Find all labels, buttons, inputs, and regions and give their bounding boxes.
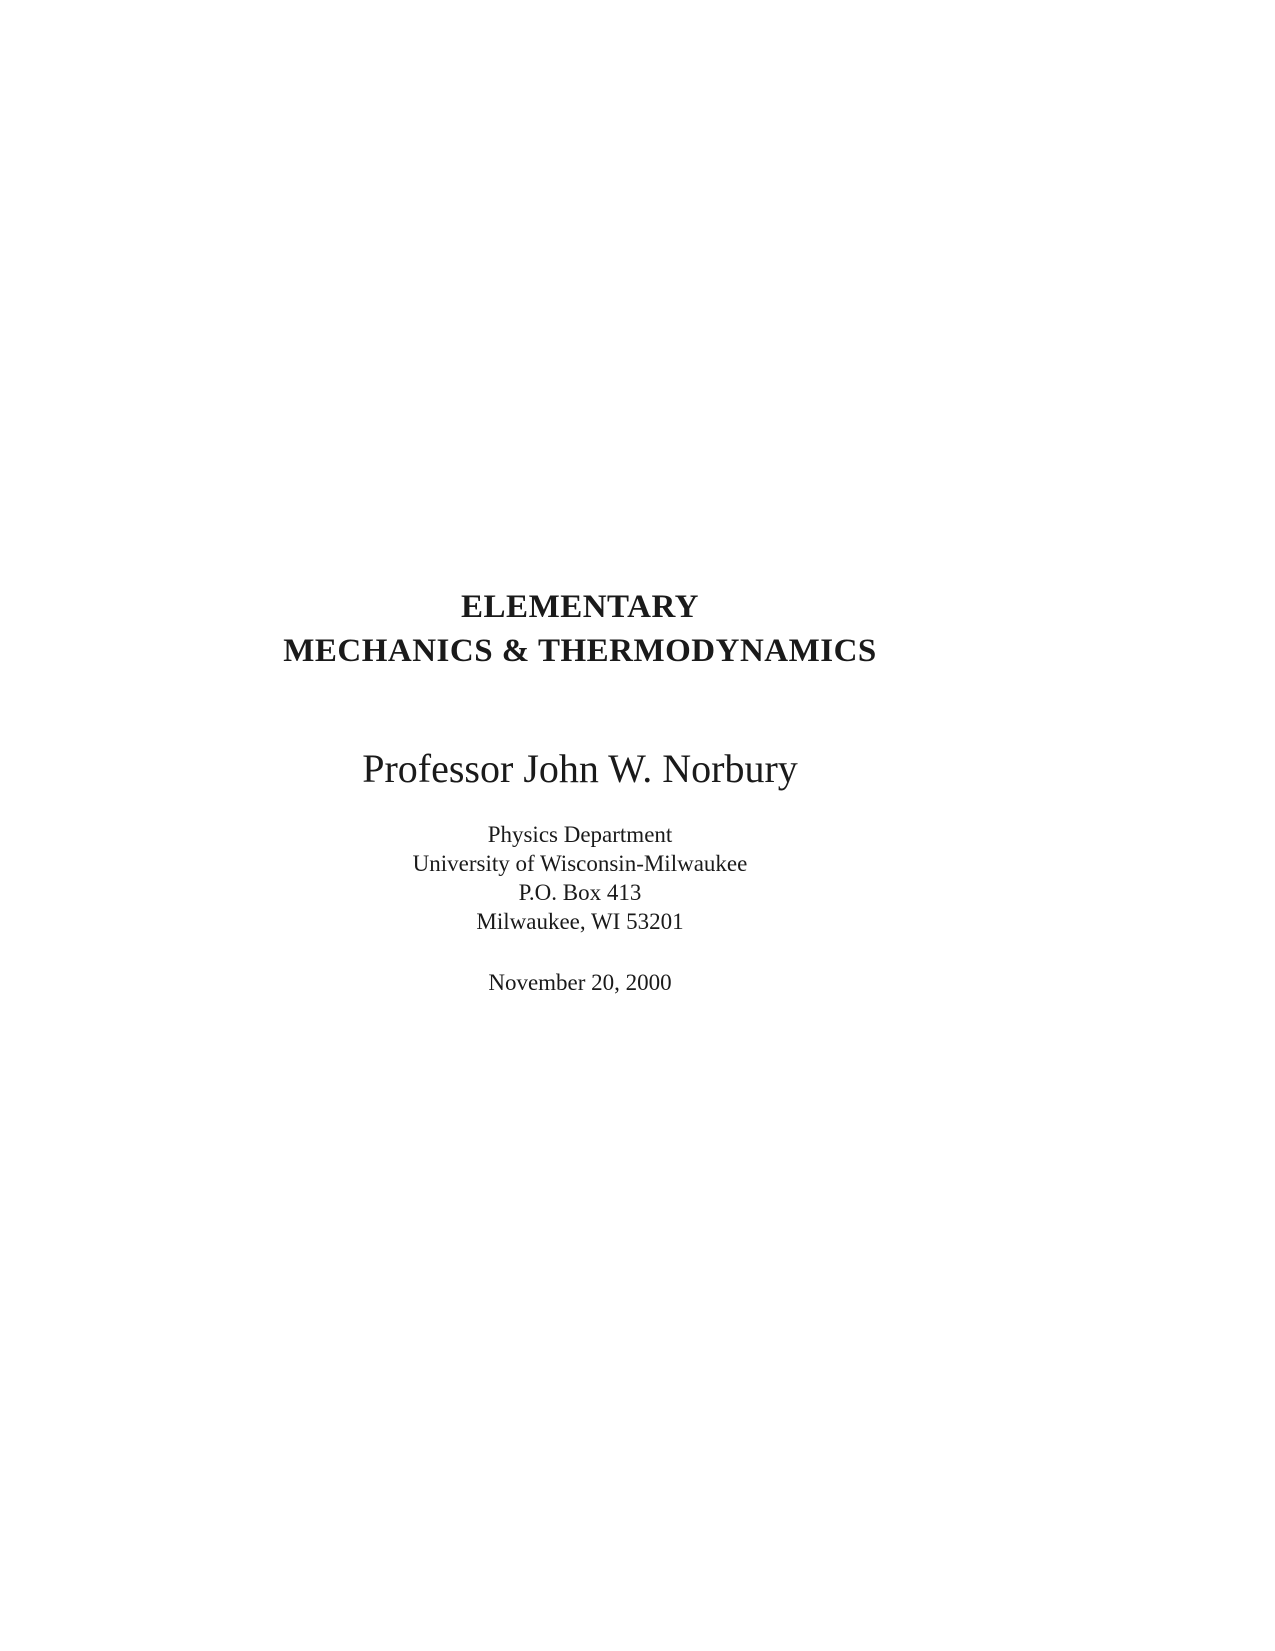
po-box: P.O. Box 413 <box>518 880 642 905</box>
document-title <box>180 585 980 673</box>
university: University of Wisconsin-Milwaukee <box>412 851 748 876</box>
author-affiliation <box>180 820 980 936</box>
city-address: Milwaukee, WI 53201 <box>476 909 684 934</box>
author-name: Professor John W. Norbury <box>362 746 798 791</box>
title-line-1: ELEMENTARY <box>461 589 699 625</box>
document-date: November 20, 2000 <box>488 970 672 995</box>
title-line-2: MECHANICS & THERMODYNAMICS <box>283 633 877 669</box>
department: Physics Department <box>487 822 673 847</box>
